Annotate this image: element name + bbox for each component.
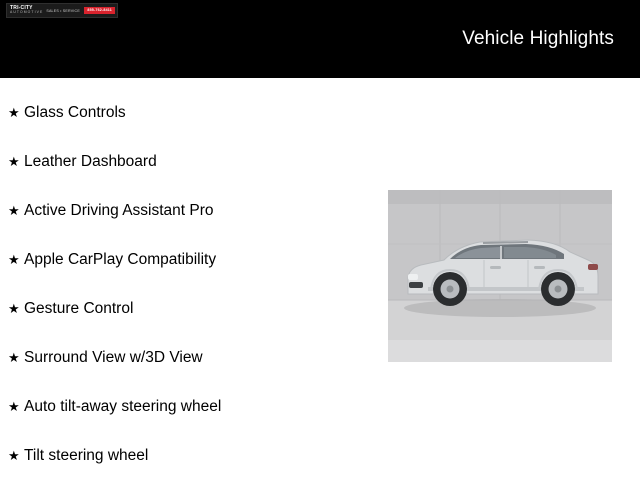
list-item-label: Active Driving Assistant Pro <box>24 201 214 219</box>
star-icon: ★ <box>8 350 20 365</box>
list-item-label: Apple CarPlay Compatibility <box>24 250 217 268</box>
list-item <box>0 431 380 480</box>
logo-wordmark <box>7 6 43 14</box>
star-icon: ★ <box>8 154 20 169</box>
star-icon: ★ <box>8 252 20 267</box>
star-icon: ★ <box>8 301 20 316</box>
list-item-label: Surround View w/3D View <box>24 348 203 366</box>
list-item <box>0 186 380 235</box>
list-item <box>0 137 380 186</box>
vehicle-photo <box>388 190 612 362</box>
star-icon: ★ <box>8 448 20 463</box>
list-item <box>0 284 380 333</box>
star-icon: ★ <box>8 399 20 414</box>
vehicle-photo-illustration <box>388 190 612 362</box>
vehicle-highlights-list <box>0 88 380 480</box>
list-item <box>0 382 380 431</box>
header-bar <box>0 0 640 78</box>
dealer-logo[interactable] <box>6 3 118 18</box>
star-icon: ★ <box>8 105 20 120</box>
content-area <box>0 78 640 480</box>
list-item-label: Auto tilt-away steering wheel <box>24 397 222 415</box>
list-item <box>0 333 380 382</box>
star-icon: ★ <box>8 203 20 218</box>
dealer-phone-badge[interactable]: 855-762-8411 <box>84 7 115 14</box>
logo-line-1: TRI-CITY <box>10 5 33 12</box>
list-item-label: Tilt steering wheel <box>24 446 149 464</box>
logo-subtitle: SALES • SERVICE <box>46 8 80 13</box>
logo-line-2: AUTOMOTIVE <box>10 10 44 15</box>
list-item <box>0 235 380 284</box>
list-item <box>0 88 380 137</box>
list-item-label: Gesture Control <box>24 299 134 317</box>
list-item-label: Leather Dashboard <box>24 152 157 170</box>
list-item-label: Glass Controls <box>24 103 126 121</box>
page-title: Vehicle Highlights <box>462 28 614 49</box>
